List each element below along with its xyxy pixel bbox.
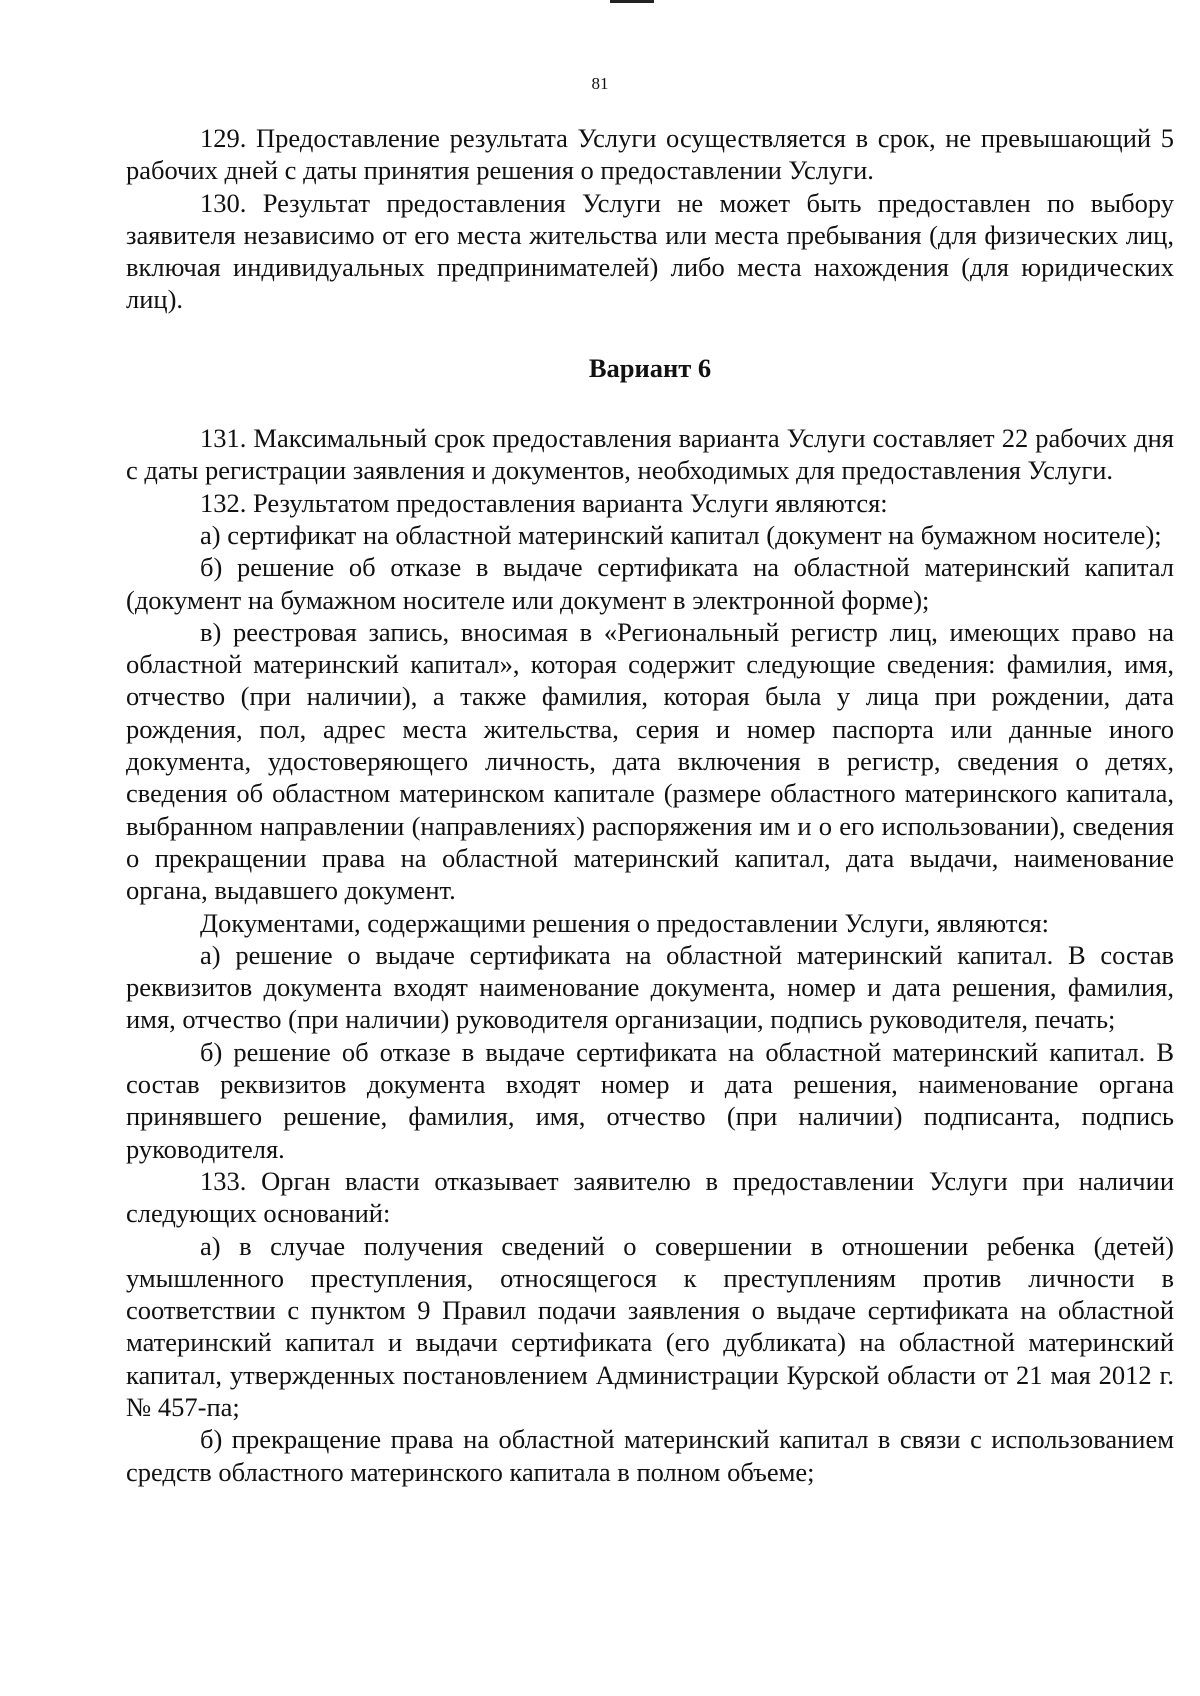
document-body xyxy=(126,122,1174,1488)
section-heading-variant-6: Вариант 6 xyxy=(588,352,712,383)
paragraph-132-v: в) реестровая запись, вносимая в «Региональный регистр лиц, имеющих право на областной материнский капитал», которая содержит следующие сведения: фамилия, имя, отчество (при наличии), а также фамилия, которая была у лица при рождении, дата рождения, пол, адрес места жительства, серия и номер паспорта или данные иного документа, удостоверяющего личность, дата включения в регистр, сведения о детях, сведения об областном материнском капитале (размере областного материнского капитала, выбранном направлении (направлениях) распоряжения им и о его использовании), сведения о прекращении права на областной материнский капитал, дата выдачи, наименование органа, выдавшего документ. xyxy=(126,616,1174,906)
paragraph-132-b: б) решение об отказе в выдаче сертификата на областной материнский капитал (документ на бумажном носителе или документ в электронной форме); xyxy=(126,552,1174,615)
paragraph-131: 131. Максимальный срок предоставления варианта Услуги составляет 22 рабочих дня с даты регистрации заявления и документов, необходимых для предоставления Услуги. xyxy=(126,423,1174,486)
paragraph-decision-b: б) решение об отказе в выдаче сертификата на областной материнский капитал. В состав реквизитов документа входят номер и дата решения, наименование органа принявшего решение, фамилия, имя, отчество (при наличии) подписанта, подпись руководителя. xyxy=(126,1036,1174,1164)
paragraph-130: 130. Результат предоставления Услуги не может быть предоставлен по выбору заявителя независимо от его места жительства или места пребывания (для физических лиц, включая индивидуальных предпринимателей) либо места нахождения (для юридических лиц). xyxy=(126,187,1174,315)
paragraph-132-a: а) сертификат на областной материнский капитал (документ на бумажном носителе); xyxy=(200,519,1162,550)
paragraph-133-b: б) прекращение права на областной материнский капитал в связи с использованием средств областного материнского капитала в полном объеме; xyxy=(126,1424,1174,1487)
page-number: 81 xyxy=(591,74,609,93)
paragraph-129: 129. Предоставление результата Услуги осуществляется в срок, не превышающий 5 рабочих дней с даты принятия решения о предоставлении Услуги. xyxy=(126,123,1174,186)
paragraph-133-a: а) в случае получения сведений о совершении в отношении ребенка (детей) умышленного преступления, относящегося к преступлениям против личности в соответствии с пунктом 9 Правил подачи заявления о выдаче сертификата на областной материнский капитал и выдачи сертификата (его дубликата) на областной материнский капитал, утвержденных постановлением Администрации Курской области от 21 мая 2012 г. № 457-па; xyxy=(126,1230,1174,1422)
paragraph-decision-documents: Документами, содержащими решения о предоставлении Услуги, являются: xyxy=(200,907,1050,938)
paragraph-133: 133. Орган власти отказывает заявителю в предоставлении Услуги при наличии следующих оснований: xyxy=(126,1165,1174,1229)
paragraph-decision-a: а) решение о выдаче сертификата на областной материнский капитал. В состав реквизитов документа входят наименование документа, номер и дата решения, фамилия, имя, отчество (при наличии) руководителя организации, подпись руководителя, печать; xyxy=(126,939,1174,1035)
paragraph-132: 132. Результатом предоставления варианта Услуги являются: xyxy=(200,487,888,518)
scan-edge-mark xyxy=(610,0,654,3)
